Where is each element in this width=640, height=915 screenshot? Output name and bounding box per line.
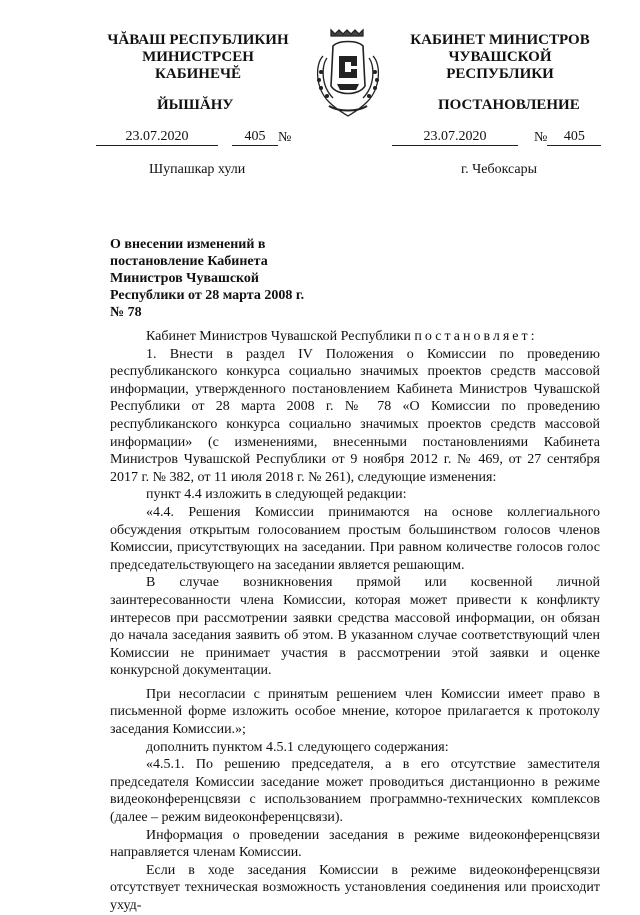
number-sign: № xyxy=(534,130,548,145)
registration-number: 405 xyxy=(547,129,601,146)
intro-text: Кабинет Министров Чувашской Республики xyxy=(146,329,415,344)
issuer-chuvash-line1: ЧĂВАШ РЕСПУБЛИКИН xyxy=(107,32,289,48)
registration-number: 405 xyxy=(232,129,278,146)
doc-type-russian: ПОСТАНОВЛЕНИЕ xyxy=(438,97,580,113)
issuer-chuvash-line2: МИНИСТРСЕН КАБИНЕЧĔ xyxy=(142,49,254,82)
doc-type-chuvash: ЙЫШĂНУ xyxy=(157,97,234,113)
issuer-chuvash xyxy=(98,32,298,83)
paragraph: Если в ходе заседания Комиссии в режиме видеоконференцсвязи отсутствует техническая возможность установления соединения или происходит ухуд- xyxy=(110,862,600,913)
document-subject: О внесении изменений в постановление Кабинета Министров Чувашской Республики от 28 марта 2008 г. № 78 xyxy=(110,237,305,320)
document-body xyxy=(110,328,600,915)
coat-of-arms-emblem xyxy=(309,26,387,120)
paragraph: При несогласии с принятым решением член Комиссии имеет право в письменной форме изложить особое мнение, которое прилагается к протоколу заседания Комиссии.»; xyxy=(110,686,600,738)
paragraph: Информация о проведении заседания в режиме видеоконференцсвязи направляется членам Комиссии. xyxy=(110,827,600,861)
paragraph: В случае возникновения прямой или косвенной личной заинтересованности члена Комиссии, которая может привести к конфликту интересов при рассмотрении заявки средства массовой информации, он обязан до начала заседания заявить об этом. В указанном случае соответствующий член Комиссии не принимает участия в рассмотрении этой заявки и оценке конкурсной документации. xyxy=(110,575,600,679)
paragraph: дополнить пунктом 4.5.1 следующего содержания: xyxy=(146,739,449,755)
registration-date: 23.07.2020 xyxy=(392,129,518,146)
registration-date: 23.07.2020 xyxy=(96,129,218,146)
paragraph: пункт 4.4 изложить в следующей редакции: xyxy=(146,487,407,503)
number-sign: № xyxy=(278,130,292,145)
issuer-russian-line2: ЧУВАШСКОЙ РЕСПУБЛИКИ xyxy=(446,49,554,82)
registration-chuvash xyxy=(96,129,291,146)
paragraph: «4.4. Решения Комиссии принимаются на основе коллегиального обсуждения открытым голосованием простым большинством голосов членов Комиссии, присутствующих на заседании. При равном количестве голосов голос председательствующего на заседании является решающим. xyxy=(110,504,600,573)
intro-resolves: постановляет: xyxy=(414,329,538,344)
paragraph: 1. Внести в раздел IV Положения о Комиссии по проведению республиканского конкурса социально значимых проектов средств массовой информации, утвержденного постановлением Кабинета Министров Чувашской Республики от 28 марта 2008 г. № 78 «О Комиссии по проведению республиканского конкурса социально значимых проектов средств массовой информации» (с изменениями, внесенными постановлениями Кабинета Министров Чувашской Республики от 9 ноября 2012 г. № 469, от 27 сентября 2017 г. № 382, от 11 июля 2018 г. № 261), следующие изменения: xyxy=(110,346,600,485)
issuer-russian-line1: КАБИНЕТ МИНИСТРОВ xyxy=(410,32,590,48)
registration-russian xyxy=(392,129,601,146)
place-chuvash: Шупашкар хули xyxy=(149,162,246,177)
place-russian: г. Чебоксары xyxy=(461,162,538,177)
paragraph: «4.5.1. По решению председателя, а в его отсутствие заместителя председателя Комиссии заседание может проводиться дистанционно в режиме видеоконференцсвязи с использованием программно-технических комплексов (далее – режим видеоконференцсвязи). xyxy=(110,757,600,826)
intro-paragraph xyxy=(110,328,600,346)
issuer-russian xyxy=(395,32,605,83)
